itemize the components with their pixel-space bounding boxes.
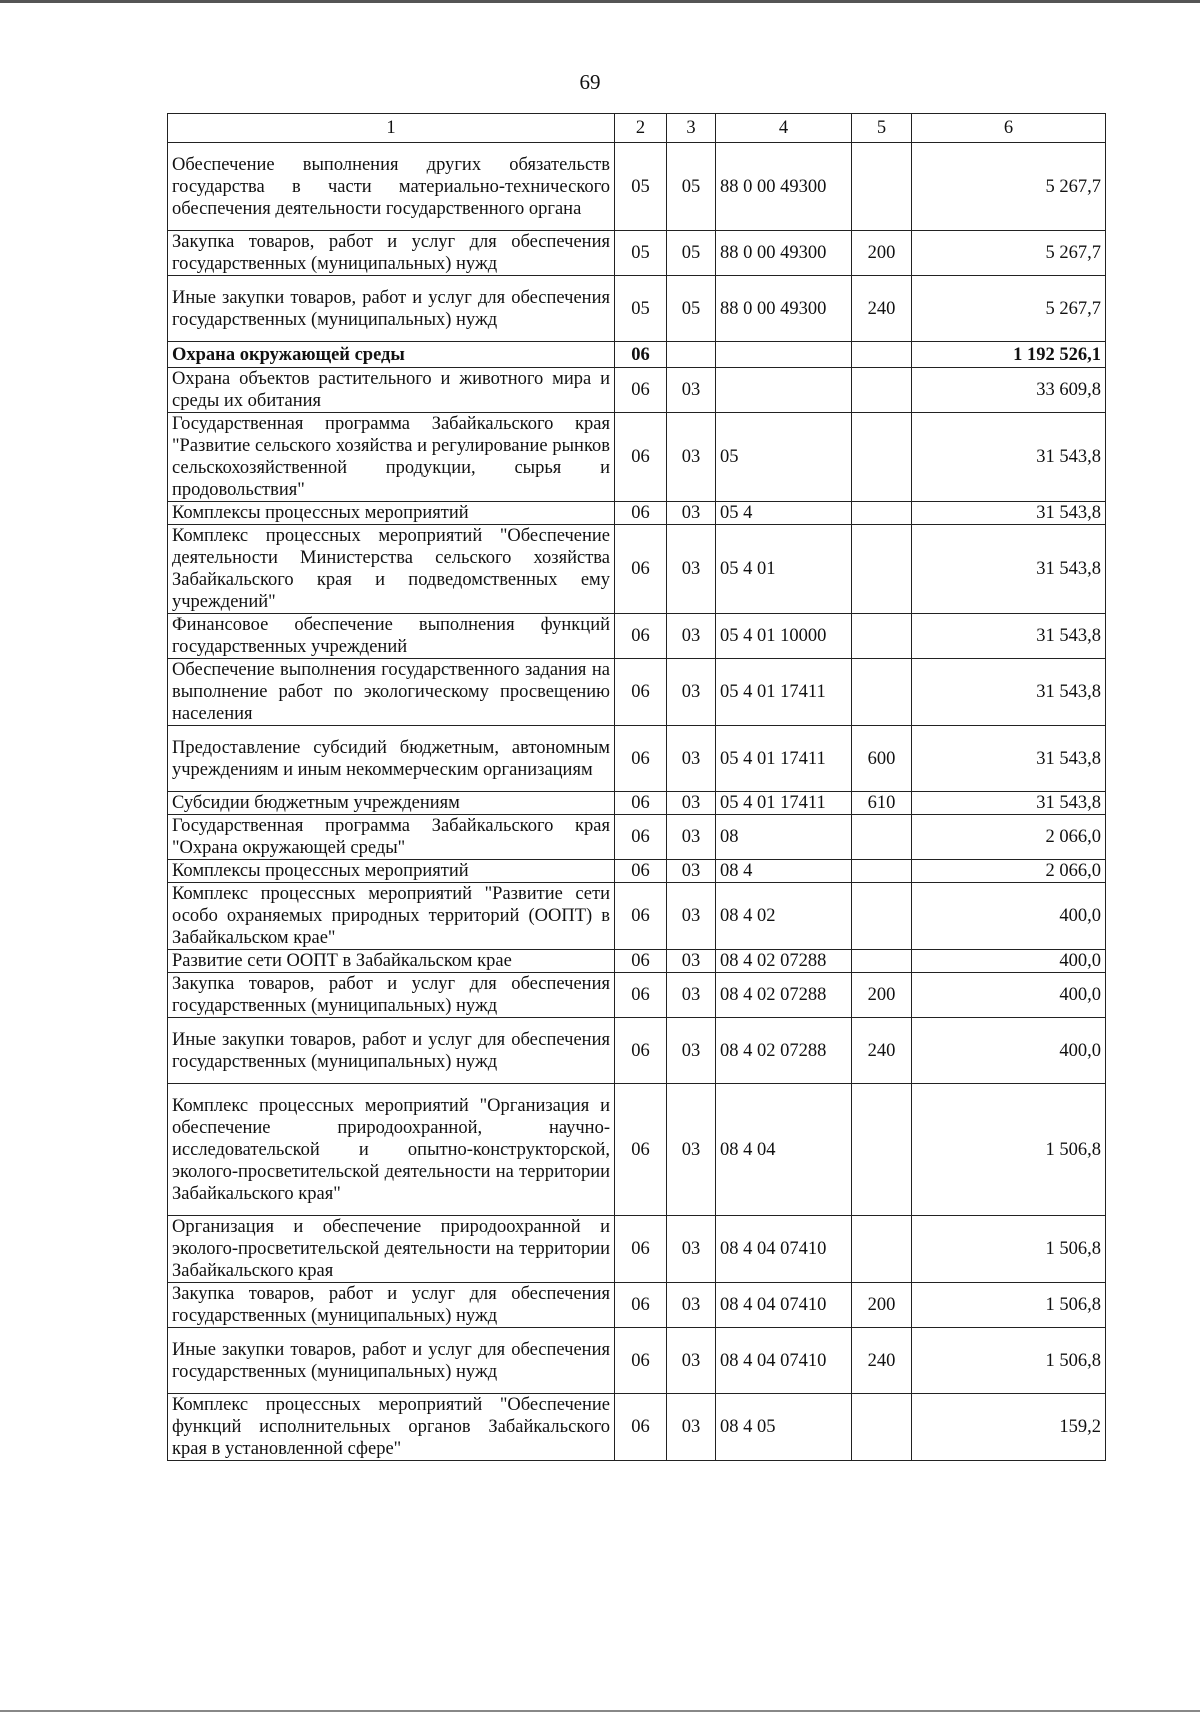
row-name-cell: Обеспечение выполнения государственного задания на выполнение работ по экологическому просвещению населения [168, 659, 615, 726]
row-name-cell: Закупка товаров, работ и услуг для обеспечения государственных (муниципальных) нужд [168, 973, 615, 1018]
row-name-cell: Организация и обеспечение природоохранной и эколого-просветительской деятельности на территории Забайкальского края [168, 1216, 615, 1283]
row-expense-type-cell: 200 [852, 973, 912, 1018]
row-name-cell: Обеспечение выполнения других обязательств государства в части материально-технического обеспечения деятельности государственного органа [168, 143, 615, 231]
table-row [168, 860, 1106, 883]
row-target-code-cell: 05 [716, 413, 852, 502]
table-row [168, 1283, 1106, 1328]
table-row [168, 950, 1106, 973]
row-name-cell: Охрана окружающей среды [168, 342, 615, 368]
row-name-cell: Государственная программа Забайкальского края "Охрана окружающей среды" [168, 815, 615, 860]
row-amount-cell: 31 543,8 [912, 659, 1106, 726]
row-expense-type-cell: 200 [852, 231, 912, 276]
row-name-cell: Комплекс процессных мероприятий "Обеспечение деятельности Министерства сельского хозяйства Забайкальского края и подведомственных ему учреждений" [168, 525, 615, 614]
row-expense-type-cell: 610 [852, 792, 912, 815]
row-subsection-cell: 03 [667, 1328, 716, 1394]
row-subsection-cell: 03 [667, 614, 716, 659]
row-amount-cell: 2 066,0 [912, 860, 1106, 883]
row-subsection-cell: 03 [667, 1018, 716, 1084]
header-col-2: 2 [615, 114, 667, 143]
table-row [168, 1084, 1106, 1216]
row-name-cell: Иные закупки товаров, работ и услуг для обеспечения государственных (муниципальных) нужд [168, 1018, 615, 1084]
row-section-cell: 06 [615, 726, 667, 792]
row-subsection-cell: 03 [667, 883, 716, 950]
row-expense-type-cell [852, 860, 912, 883]
row-amount-cell: 2 066,0 [912, 815, 1106, 860]
table-row [168, 502, 1106, 525]
row-name-cell: Иные закупки товаров, работ и услуг для обеспечения государственных (муниципальных) нужд [168, 1328, 615, 1394]
row-target-code-cell: 88 0 00 49300 [716, 143, 852, 231]
table-row [168, 1328, 1106, 1394]
row-section-cell: 05 [615, 276, 667, 342]
table-row [168, 815, 1106, 860]
row-subsection-cell: 03 [667, 950, 716, 973]
row-section-cell: 06 [615, 883, 667, 950]
row-target-code-cell: 08 4 02 [716, 883, 852, 950]
row-expense-type-cell [852, 502, 912, 525]
header-col-1: 1 [168, 114, 615, 143]
row-section-cell: 06 [615, 525, 667, 614]
table-row [168, 659, 1106, 726]
row-name-cell: Финансовое обеспечение выполнения функций государственных учреждений [168, 614, 615, 659]
row-name-cell: Иные закупки товаров, работ и услуг для обеспечения государственных (муниципальных) нужд [168, 276, 615, 342]
row-amount-cell: 31 543,8 [912, 726, 1106, 792]
table-row [168, 276, 1106, 342]
row-name-cell: Комплексы процессных мероприятий [168, 502, 615, 525]
row-subsection-cell: 03 [667, 815, 716, 860]
row-section-cell: 06 [615, 1084, 667, 1216]
row-section-cell: 05 [615, 143, 667, 231]
row-target-code-cell: 05 4 01 17411 [716, 659, 852, 726]
row-expense-type-cell: 600 [852, 726, 912, 792]
row-subsection-cell: 03 [667, 1394, 716, 1461]
row-section-cell: 06 [615, 502, 667, 525]
table-row [168, 614, 1106, 659]
row-target-code-cell: 08 4 [716, 860, 852, 883]
row-section-cell: 06 [615, 342, 667, 368]
row-subsection-cell: 05 [667, 276, 716, 342]
scan-edge-bottom [0, 1710, 1200, 1712]
row-name-cell: Государственная программа Забайкальского края "Развитие сельского хозяйства и регулирование рынков сельскохозяйственной продукции, сырья и продовольствия" [168, 413, 615, 502]
row-name-cell: Закупка товаров, работ и услуг для обеспечения государственных (муниципальных) нужд [168, 231, 615, 276]
row-amount-cell: 31 543,8 [912, 614, 1106, 659]
row-section-cell: 06 [615, 792, 667, 815]
row-expense-type-cell [852, 1084, 912, 1216]
row-amount-cell: 1 506,8 [912, 1283, 1106, 1328]
row-expense-type-cell [852, 525, 912, 614]
row-section-cell: 06 [615, 659, 667, 726]
table-body [168, 114, 1106, 1461]
row-name-cell: Субсидии бюджетным учреждениям [168, 792, 615, 815]
table-row [168, 726, 1106, 792]
row-section-cell: 06 [615, 950, 667, 973]
header-col-3: 3 [667, 114, 716, 143]
row-target-code-cell: 05 4 01 17411 [716, 726, 852, 792]
row-target-code-cell [716, 368, 852, 413]
row-subsection-cell: 03 [667, 860, 716, 883]
row-subsection-cell: 03 [667, 368, 716, 413]
row-expense-type-cell [852, 1394, 912, 1461]
row-section-cell: 06 [615, 815, 667, 860]
row-subsection-cell: 03 [667, 1283, 716, 1328]
row-name-cell: Комплекс процессных мероприятий "Развитие сети особо охраняемых природных территорий (ООПТ) в Забайкальском крае" [168, 883, 615, 950]
table-row [168, 792, 1106, 815]
row-amount-cell: 5 267,7 [912, 276, 1106, 342]
row-subsection-cell: 03 [667, 659, 716, 726]
row-subsection-cell [667, 342, 716, 368]
table-row [168, 1018, 1106, 1084]
row-section-cell: 06 [615, 368, 667, 413]
row-expense-type-cell: 240 [852, 1018, 912, 1084]
row-section-cell: 06 [615, 860, 667, 883]
table-row [168, 413, 1106, 502]
row-section-cell: 06 [615, 1018, 667, 1084]
row-expense-type-cell: 200 [852, 1283, 912, 1328]
row-section-cell: 06 [615, 1283, 667, 1328]
table-row [168, 143, 1106, 231]
table-row [168, 1394, 1106, 1461]
row-section-cell: 06 [615, 413, 667, 502]
table-row [168, 368, 1106, 413]
table-row [168, 883, 1106, 950]
row-expense-type-cell [852, 614, 912, 659]
row-subsection-cell: 03 [667, 413, 716, 502]
row-target-code-cell: 08 4 02 07288 [716, 950, 852, 973]
table-header-row [168, 114, 1106, 143]
row-amount-cell: 1 192 526,1 [912, 342, 1106, 368]
table-row [168, 342, 1106, 368]
row-target-code-cell: 05 4 01 10000 [716, 614, 852, 659]
row-subsection-cell: 05 [667, 231, 716, 276]
table-row [168, 231, 1106, 276]
row-amount-cell: 31 543,8 [912, 413, 1106, 502]
row-target-code-cell: 08 4 02 07288 [716, 973, 852, 1018]
header-col-4: 4 [716, 114, 852, 143]
row-amount-cell: 1 506,8 [912, 1216, 1106, 1283]
row-expense-type-cell [852, 950, 912, 973]
row-name-cell: Предоставление субсидий бюджетным, автономным учреждениям и иным некоммерческим организациям [168, 726, 615, 792]
row-name-cell: Закупка товаров, работ и услуг для обеспечения государственных (муниципальных) нужд [168, 1283, 615, 1328]
row-target-code-cell: 08 4 04 [716, 1084, 852, 1216]
row-expense-type-cell [852, 342, 912, 368]
row-name-cell: Комплекс процессных мероприятий "Организация и обеспечение природоохранной, научно-исследовательской и опытно-конструкторской, эколого-просветительской деятельности на территории Забайкальского края" [168, 1084, 615, 1216]
row-target-code-cell: 88 0 00 49300 [716, 276, 852, 342]
row-target-code-cell [716, 342, 852, 368]
row-amount-cell: 400,0 [912, 973, 1106, 1018]
row-amount-cell: 400,0 [912, 883, 1106, 950]
row-subsection-cell: 03 [667, 973, 716, 1018]
page-number: 69 [579, 70, 601, 94]
row-expense-type-cell [852, 413, 912, 502]
budget-table [167, 113, 1106, 1461]
row-target-code-cell: 08 4 05 [716, 1394, 852, 1461]
row-target-code-cell: 08 4 04 07410 [716, 1216, 852, 1283]
table-row [168, 525, 1106, 614]
row-name-cell: Охрана объектов растительного и животного мира и среды их обитания [168, 368, 615, 413]
row-section-cell: 06 [615, 1328, 667, 1394]
row-amount-cell: 1 506,8 [912, 1084, 1106, 1216]
row-amount-cell: 400,0 [912, 1018, 1106, 1084]
header-col-5: 5 [852, 114, 912, 143]
row-expense-type-cell: 240 [852, 1328, 912, 1394]
row-target-code-cell: 88 0 00 49300 [716, 231, 852, 276]
row-expense-type-cell [852, 815, 912, 860]
row-target-code-cell: 08 4 04 07410 [716, 1283, 852, 1328]
row-amount-cell: 31 543,8 [912, 792, 1106, 815]
row-subsection-cell: 03 [667, 1084, 716, 1216]
row-amount-cell: 5 267,7 [912, 231, 1106, 276]
row-name-cell: Комплекс процессных мероприятий "Обеспечение функций исполнительных органов Забайкальского края в установленной сфере" [168, 1394, 615, 1461]
row-subsection-cell: 03 [667, 792, 716, 815]
row-amount-cell: 33 609,8 [912, 368, 1106, 413]
table-row [168, 1216, 1106, 1283]
row-expense-type-cell [852, 368, 912, 413]
row-amount-cell: 5 267,7 [912, 143, 1106, 231]
row-subsection-cell: 05 [667, 143, 716, 231]
table-row [168, 973, 1106, 1018]
row-expense-type-cell [852, 883, 912, 950]
row-subsection-cell: 03 [667, 1216, 716, 1283]
row-target-code-cell: 08 4 02 07288 [716, 1018, 852, 1084]
row-section-cell: 06 [615, 1216, 667, 1283]
row-subsection-cell: 03 [667, 726, 716, 792]
row-subsection-cell: 03 [667, 525, 716, 614]
row-amount-cell: 1 506,8 [912, 1328, 1106, 1394]
row-target-code-cell: 05 4 01 [716, 525, 852, 614]
row-amount-cell: 31 543,8 [912, 525, 1106, 614]
row-name-cell: Комплексы процессных мероприятий [168, 860, 615, 883]
row-target-code-cell: 08 4 04 07410 [716, 1328, 852, 1394]
row-target-code-cell: 05 4 01 17411 [716, 792, 852, 815]
scan-edge-top [0, 0, 1200, 3]
row-expense-type-cell [852, 143, 912, 231]
row-subsection-cell: 03 [667, 502, 716, 525]
row-section-cell: 06 [615, 973, 667, 1018]
row-section-cell: 06 [615, 1394, 667, 1461]
row-target-code-cell: 08 [716, 815, 852, 860]
row-name-cell: Развитие сети ООПТ в Забайкальском крае [168, 950, 615, 973]
row-expense-type-cell: 240 [852, 276, 912, 342]
row-amount-cell: 400,0 [912, 950, 1106, 973]
row-section-cell: 05 [615, 231, 667, 276]
row-target-code-cell: 05 4 [716, 502, 852, 525]
header-col-6: 6 [912, 114, 1106, 143]
row-expense-type-cell [852, 1216, 912, 1283]
row-section-cell: 06 [615, 614, 667, 659]
row-expense-type-cell [852, 659, 912, 726]
row-amount-cell: 31 543,8 [912, 502, 1106, 525]
row-amount-cell: 159,2 [912, 1394, 1106, 1461]
